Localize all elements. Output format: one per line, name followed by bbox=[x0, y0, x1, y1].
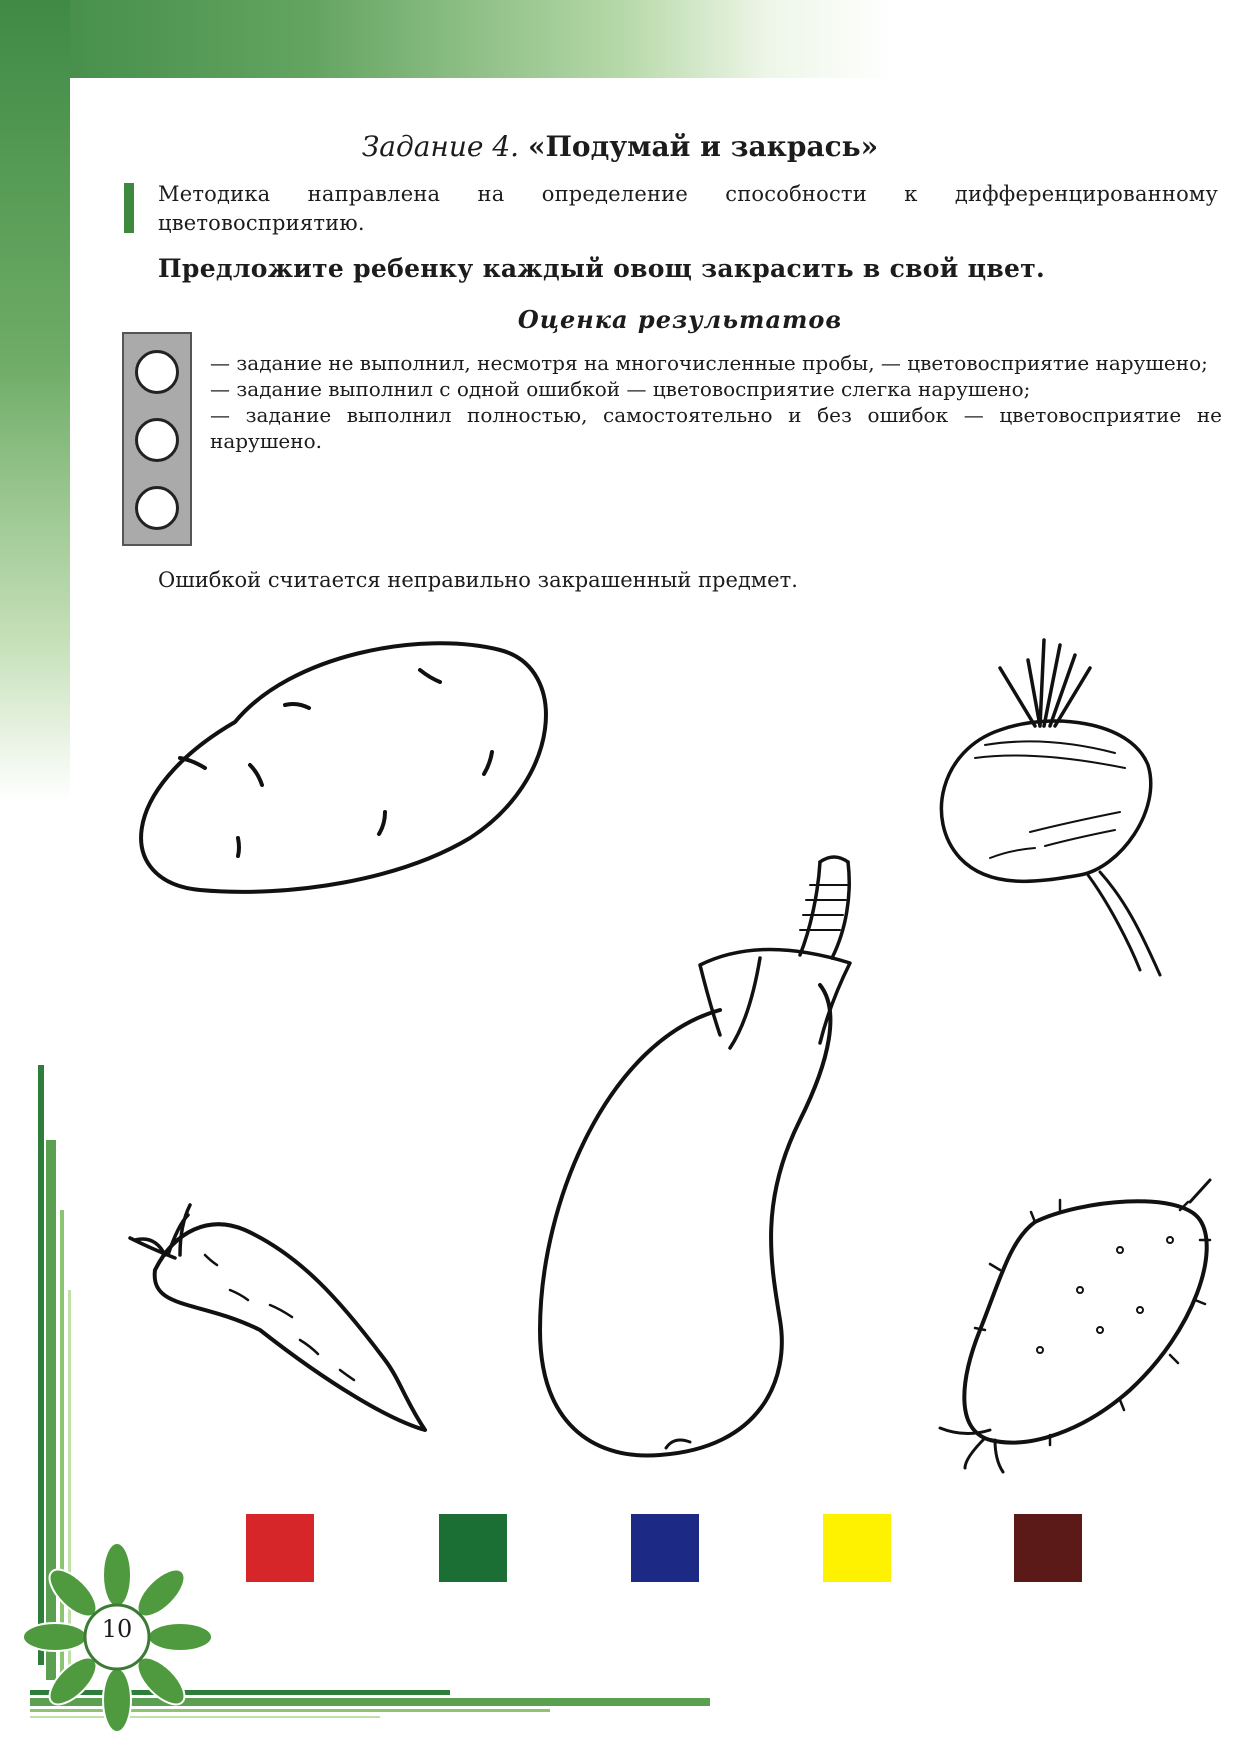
task-name: «Подумай и закрась» bbox=[527, 130, 879, 163]
task-number: Задание 4. bbox=[361, 130, 520, 163]
instruction-text: Предложите ребенку каждый овощ закрасить в свой цвет. bbox=[158, 254, 1046, 283]
criterion-item: — задание не выполнил, несмотря на многочисленные пробы, — цветовосприятие нарушено; bbox=[210, 351, 1208, 375]
intro-text: Методика направлена на определение способности к дифференцированному цветовосприятию. bbox=[158, 182, 1218, 235]
evaluation-title: Оценка результатов bbox=[517, 305, 843, 334]
error-note: Ошибкой считается неправильно закрашенный предмет. bbox=[158, 568, 798, 592]
criterion-item: — задание выполнил с одной ошибкой — цветовосприятие слегка нарушено; bbox=[210, 377, 1031, 401]
criterion-item: — задание выполнил полностью, самостоятельно и без ошибок — цветовосприятие не нарушено. bbox=[210, 403, 1222, 453]
page-number: 10 bbox=[101, 1615, 133, 1643]
